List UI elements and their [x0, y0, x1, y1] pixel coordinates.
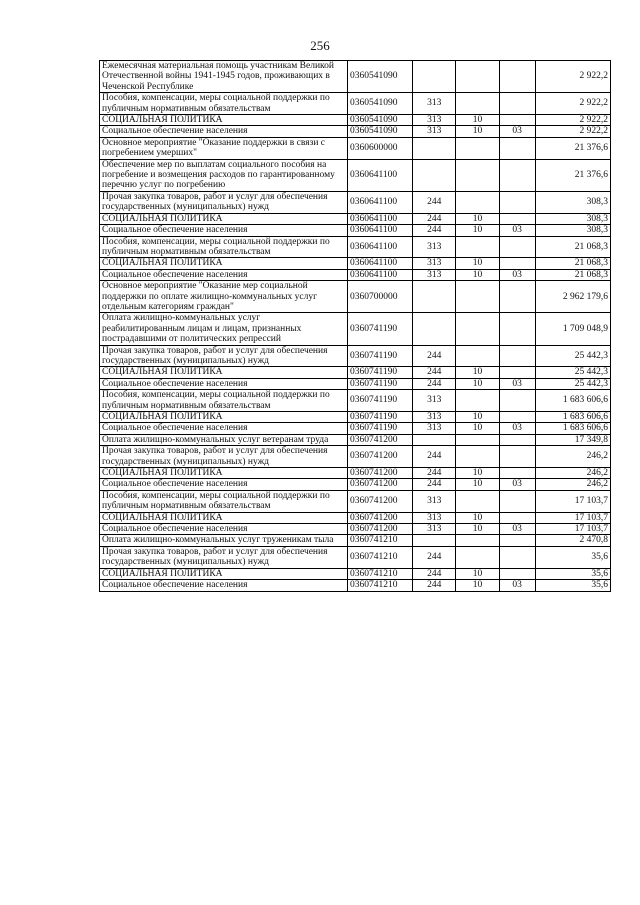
table-row: [100, 535, 611, 546]
row-sum-cell: 1 709 048,9: [535, 313, 610, 345]
table-row: [100, 281, 611, 313]
row-sum-cell: 1 683 606,6: [535, 390, 610, 412]
row-rz-cell: 10: [456, 524, 499, 535]
row-name-cell: Прочая закупка товаров, работ и услуг для обеспечения государственных (муниципальных) нужд: [100, 546, 348, 568]
row-sum-cell: 1 683 606,6: [535, 423, 610, 434]
row-sum-cell: 2 922,2: [535, 115, 610, 126]
row-name-cell: Прочая закупка товаров, работ и услуг для обеспечения государственных (муниципальных) нужд: [100, 191, 348, 213]
row-sum-cell: 308,3: [535, 191, 610, 213]
row-sum-cell: 17 103,7: [535, 512, 610, 523]
row-pr-cell: [499, 236, 535, 258]
row-name-cell: Пособия, компенсации, меры социальной поддержки по публичным нормативным обязательствам: [100, 93, 348, 115]
row-sum-cell: 21 068,3: [535, 236, 610, 258]
table-row: [100, 434, 611, 445]
row-vr-cell: 313: [413, 126, 456, 137]
row-sum-cell: 25 442,3: [535, 367, 610, 378]
row-sum-cell: 246,2: [535, 479, 610, 490]
row-pr-cell: [499, 367, 535, 378]
row-csr-cell: 0360641100: [347, 213, 412, 224]
row-vr-cell: [413, 159, 456, 191]
row-name-cell: Основное мероприятие "Оказание поддержки в связи с погребением умерших": [100, 137, 348, 159]
row-vr-cell: 244: [413, 225, 456, 236]
row-rz-cell: 10: [456, 213, 499, 224]
table-row: [100, 446, 611, 468]
row-name-cell: Социальное обеспечение населения: [100, 225, 348, 236]
row-pr-cell: [499, 568, 535, 579]
row-csr-cell: 0360741190: [347, 367, 412, 378]
row-csr-cell: 0360600000: [347, 137, 412, 159]
row-vr-cell: 244: [413, 479, 456, 490]
row-vr-cell: 313: [413, 115, 456, 126]
row-sum-cell: 308,3: [535, 225, 610, 236]
row-pr-cell: [499, 446, 535, 468]
row-pr-cell: [499, 115, 535, 126]
row-rz-cell: 10: [456, 512, 499, 523]
row-rz-cell: 10: [456, 412, 499, 423]
row-pr-cell: [499, 191, 535, 213]
row-name-cell: Оплата жилищно-коммунальных услуг ветеранам труда: [100, 434, 348, 445]
row-rz-cell: [456, 137, 499, 159]
row-rz-cell: [456, 191, 499, 213]
row-vr-cell: 244: [413, 446, 456, 468]
row-pr-cell: 03: [499, 580, 535, 591]
row-vr-cell: [413, 281, 456, 313]
row-sum-cell: 2 922,2: [535, 126, 610, 137]
row-sum-cell: 308,3: [535, 213, 610, 224]
row-rz-cell: [456, 159, 499, 191]
table-row: [100, 490, 611, 512]
row-csr-cell: 0360641100: [347, 191, 412, 213]
row-pr-cell: [499, 137, 535, 159]
row-name-cell: СОЦИАЛЬНАЯ ПОЛИТИКА: [100, 512, 348, 523]
table-row: [100, 258, 611, 269]
row-vr-cell: 244: [413, 345, 456, 367]
row-rz-cell: [456, 345, 499, 367]
table-row: [100, 269, 611, 280]
row-csr-cell: 0360741210: [347, 546, 412, 568]
row-pr-cell: 03: [499, 225, 535, 236]
row-csr-cell: 0360741200: [347, 479, 412, 490]
row-vr-cell: [413, 313, 456, 345]
row-vr-cell: 244: [413, 568, 456, 579]
row-vr-cell: 244: [413, 580, 456, 591]
row-pr-cell: [499, 390, 535, 412]
row-sum-cell: 21 376,6: [535, 137, 610, 159]
row-vr-cell: 244: [413, 468, 456, 479]
row-pr-cell: [499, 61, 535, 93]
row-name-cell: Социальное обеспечение населения: [100, 378, 348, 389]
row-csr-cell: 0360741200: [347, 446, 412, 468]
row-vr-cell: 313: [413, 390, 456, 412]
row-vr-cell: 313: [413, 423, 456, 434]
row-pr-cell: [499, 258, 535, 269]
row-csr-cell: 0360541090: [347, 61, 412, 93]
row-pr-cell: [499, 345, 535, 367]
row-rz-cell: 10: [456, 367, 499, 378]
row-csr-cell: 0360741190: [347, 313, 412, 345]
row-rz-cell: 10: [456, 378, 499, 389]
row-csr-cell: 0360741190: [347, 423, 412, 434]
page-number: 256: [310, 38, 330, 53]
row-rz-cell: [456, 546, 499, 568]
row-pr-cell: [499, 512, 535, 523]
row-vr-cell: [413, 434, 456, 445]
row-csr-cell: 0360741190: [347, 412, 412, 423]
row-csr-cell: 0360741190: [347, 345, 412, 367]
row-csr-cell: 0360741210: [347, 535, 412, 546]
table-row: [100, 479, 611, 490]
row-sum-cell: 1 683 606,6: [535, 412, 610, 423]
table-row: [100, 412, 611, 423]
row-rz-cell: 10: [456, 115, 499, 126]
row-csr-cell: 0360741200: [347, 490, 412, 512]
row-csr-cell: 0360741200: [347, 468, 412, 479]
table-row: [100, 546, 611, 568]
row-csr-cell: 0360741210: [347, 580, 412, 591]
row-csr-cell: 0360641100: [347, 159, 412, 191]
row-sum-cell: 25 442,3: [535, 345, 610, 367]
table-row: [100, 568, 611, 579]
row-csr-cell: 0360541090: [347, 115, 412, 126]
table-row: [100, 313, 611, 345]
table-row: [100, 93, 611, 115]
table-row: [100, 580, 611, 591]
row-name-cell: Оплата жилищно-коммунальных услуг реабилитированным лицам и лицам, признанных пострадавшими от политических репрессий: [100, 313, 348, 345]
row-pr-cell: [499, 535, 535, 546]
table-row: [100, 213, 611, 224]
row-name-cell: Обеспечение мер по выплатам социального пособия на погребение и возмещения расходов по гарантированному перечню услуг по погребению: [100, 159, 348, 191]
row-pr-cell: [499, 213, 535, 224]
row-pr-cell: 03: [499, 423, 535, 434]
row-sum-cell: 2 962 179,6: [535, 281, 610, 313]
row-rz-cell: 10: [456, 479, 499, 490]
row-rz-cell: 10: [456, 423, 499, 434]
table-row: [100, 115, 611, 126]
row-sum-cell: 35,6: [535, 568, 610, 579]
row-vr-cell: [413, 535, 456, 546]
row-rz-cell: [456, 535, 499, 546]
row-name-cell: Социальное обеспечение населения: [100, 423, 348, 434]
row-rz-cell: [456, 93, 499, 115]
row-pr-cell: [499, 434, 535, 445]
row-pr-cell: 03: [499, 378, 535, 389]
table-row: [100, 468, 611, 479]
row-name-cell: Пособия, компенсации, меры социальной поддержки по публичным нормативным обязательствам: [100, 236, 348, 258]
row-name-cell: СОЦИАЛЬНАЯ ПОЛИТИКА: [100, 115, 348, 126]
row-pr-cell: 03: [499, 126, 535, 137]
row-pr-cell: [499, 159, 535, 191]
table-row: [100, 524, 611, 535]
row-rz-cell: [456, 236, 499, 258]
budget-table-body: [100, 61, 611, 592]
row-name-cell: Социальное обеспечение населения: [100, 269, 348, 280]
table-row: [100, 236, 611, 258]
row-sum-cell: 17 103,7: [535, 524, 610, 535]
row-rz-cell: [456, 434, 499, 445]
row-vr-cell: 244: [413, 367, 456, 378]
table-row: [100, 367, 611, 378]
row-csr-cell: 0360741200: [347, 512, 412, 523]
table-row: [100, 225, 611, 236]
row-sum-cell: 17 103,7: [535, 490, 610, 512]
row-rz-cell: 10: [456, 580, 499, 591]
row-csr-cell: 0360700000: [347, 281, 412, 313]
row-sum-cell: 2 922,2: [535, 61, 610, 93]
row-rz-cell: 10: [456, 225, 499, 236]
row-sum-cell: 246,2: [535, 446, 610, 468]
row-rz-cell: [456, 446, 499, 468]
row-vr-cell: 313: [413, 93, 456, 115]
row-name-cell: СОЦИАЛЬНАЯ ПОЛИТИКА: [100, 412, 348, 423]
row-pr-cell: [499, 546, 535, 568]
table-row: [100, 126, 611, 137]
row-rz-cell: [456, 281, 499, 313]
row-rz-cell: [456, 490, 499, 512]
row-rz-cell: 10: [456, 568, 499, 579]
row-vr-cell: [413, 137, 456, 159]
row-csr-cell: 0360741190: [347, 390, 412, 412]
row-csr-cell: 0360541090: [347, 126, 412, 137]
row-pr-cell: 03: [499, 269, 535, 280]
row-rz-cell: [456, 390, 499, 412]
row-sum-cell: 35,6: [535, 546, 610, 568]
row-name-cell: СОЦИАЛЬНАЯ ПОЛИТИКА: [100, 213, 348, 224]
row-vr-cell: 313: [413, 258, 456, 269]
row-vr-cell: 313: [413, 524, 456, 535]
row-vr-cell: [413, 61, 456, 93]
row-csr-cell: 0360741210: [347, 568, 412, 579]
table-row: [100, 61, 611, 93]
row-sum-cell: 21 068,3: [535, 269, 610, 280]
row-csr-cell: 0360641100: [347, 236, 412, 258]
row-pr-cell: [499, 313, 535, 345]
row-rz-cell: 10: [456, 468, 499, 479]
row-rz-cell: [456, 313, 499, 345]
row-rz-cell: [456, 61, 499, 93]
row-vr-cell: 244: [413, 546, 456, 568]
row-pr-cell: 03: [499, 479, 535, 490]
budget-table: [99, 60, 611, 592]
row-name-cell: Социальное обеспечение населения: [100, 580, 348, 591]
row-csr-cell: 0360541090: [347, 93, 412, 115]
row-csr-cell: 0360641100: [347, 225, 412, 236]
table-row: [100, 137, 611, 159]
row-name-cell: СОЦИАЛЬНАЯ ПОЛИТИКА: [100, 367, 348, 378]
row-sum-cell: 35,6: [535, 580, 610, 591]
row-sum-cell: 21 376,6: [535, 159, 610, 191]
table-row: [100, 423, 611, 434]
row-vr-cell: 313: [413, 512, 456, 523]
row-sum-cell: 25 442,3: [535, 378, 610, 389]
row-vr-cell: 313: [413, 412, 456, 423]
row-vr-cell: 244: [413, 191, 456, 213]
table-row: [100, 390, 611, 412]
row-vr-cell: 313: [413, 490, 456, 512]
row-vr-cell: 244: [413, 378, 456, 389]
row-rz-cell: 10: [456, 258, 499, 269]
row-csr-cell: 0360641100: [347, 269, 412, 280]
row-csr-cell: 0360741200: [347, 524, 412, 535]
row-pr-cell: [499, 412, 535, 423]
row-csr-cell: 0360741190: [347, 378, 412, 389]
row-pr-cell: [499, 490, 535, 512]
table-row: [100, 512, 611, 523]
row-sum-cell: 2 922,2: [535, 93, 610, 115]
row-csr-cell: 0360741200: [347, 434, 412, 445]
row-name-cell: СОЦИАЛЬНАЯ ПОЛИТИКА: [100, 468, 348, 479]
row-vr-cell: 244: [413, 213, 456, 224]
row-name-cell: Пособия, компенсации, меры социальной поддержки по публичным нормативным обязательствам: [100, 390, 348, 412]
row-pr-cell: [499, 281, 535, 313]
row-csr-cell: 0360641100: [347, 258, 412, 269]
row-sum-cell: 2 470,8: [535, 535, 610, 546]
row-name-cell: Пособия, компенсации, меры социальной поддержки по публичным нормативным обязательствам: [100, 490, 348, 512]
table-row: [100, 378, 611, 389]
row-name-cell: Оплата жилищно-коммунальных услуг труженикам тыла: [100, 535, 348, 546]
table-row: [100, 345, 611, 367]
row-name-cell: Прочая закупка товаров, работ и услуг для обеспечения государственных (муниципальных) нужд: [100, 345, 348, 367]
row-name-cell: Ежемесячная материальная помощь участникам Великой Отечественной войны 1941-1945 годов, проживающих в Чеченской Республике: [100, 61, 348, 93]
table-row: [100, 191, 611, 213]
row-name-cell: Социальное обеспечение населения: [100, 524, 348, 535]
row-sum-cell: 246,2: [535, 468, 610, 479]
row-sum-cell: 17 349,8: [535, 434, 610, 445]
row-rz-cell: 10: [456, 126, 499, 137]
row-sum-cell: 21 068,3: [535, 258, 610, 269]
row-rz-cell: 10: [456, 269, 499, 280]
table-row: [100, 159, 611, 191]
row-name-cell: Прочая закупка товаров, работ и услуг для обеспечения государственных (муниципальных) нужд: [100, 446, 348, 468]
row-pr-cell: 03: [499, 524, 535, 535]
row-pr-cell: [499, 93, 535, 115]
row-name-cell: СОЦИАЛЬНАЯ ПОЛИТИКА: [100, 568, 348, 579]
row-name-cell: Социальное обеспечение населения: [100, 479, 348, 490]
row-vr-cell: 313: [413, 269, 456, 280]
row-vr-cell: 313: [413, 236, 456, 258]
row-name-cell: Социальное обеспечение населения: [100, 126, 348, 137]
row-pr-cell: [499, 468, 535, 479]
row-name-cell: Основное мероприятие "Оказание мер социальной поддержки по оплате жилищно-коммунальных услуг отдельным категориям граждан": [100, 281, 348, 313]
row-name-cell: СОЦИАЛЬНАЯ ПОЛИТИКА: [100, 258, 348, 269]
